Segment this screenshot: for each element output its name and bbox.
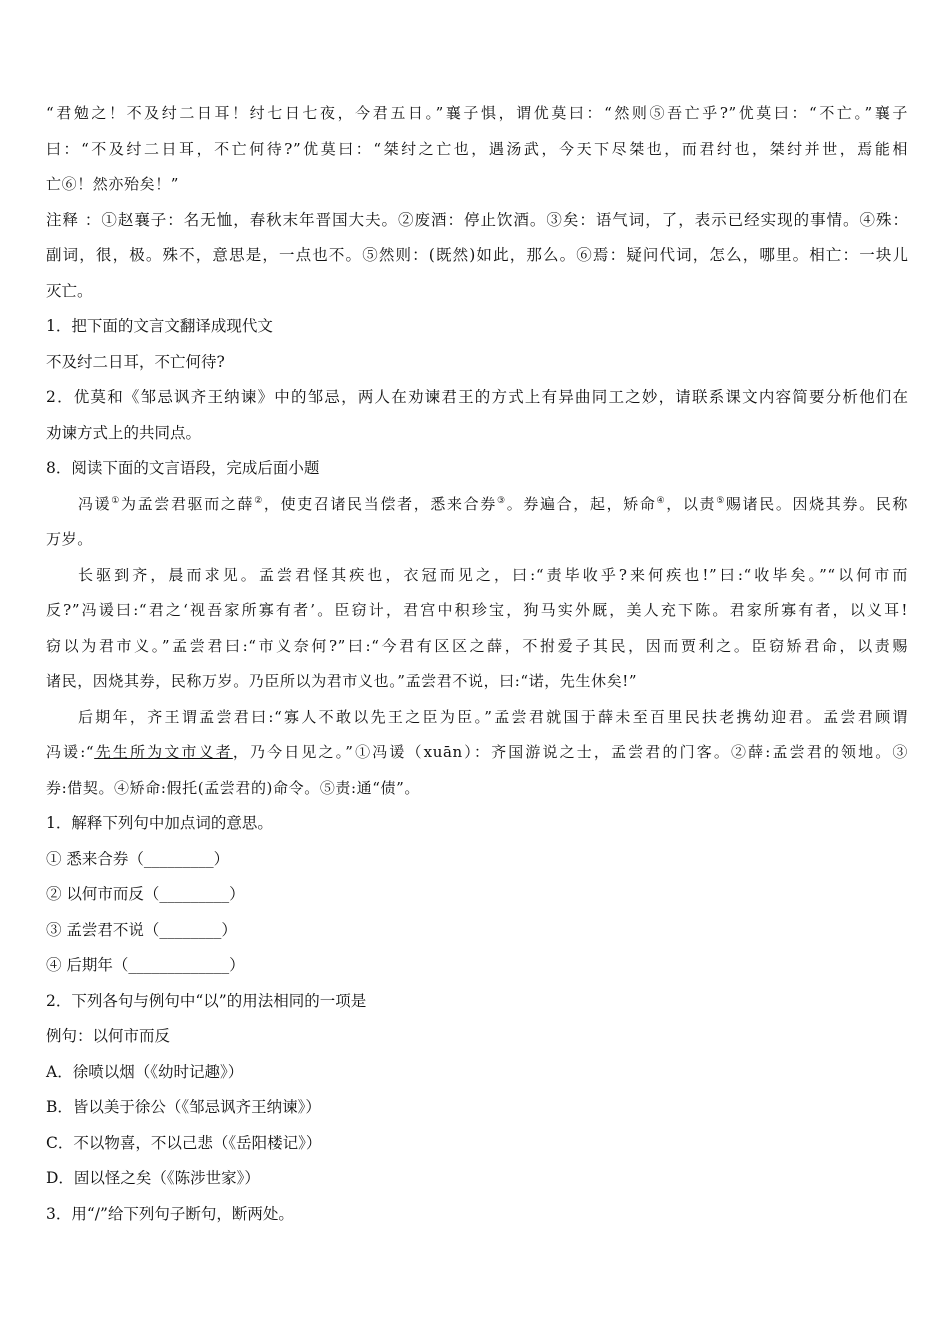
question-prompt: 2．下列各句与例句中“以”的用法相同的一项是 (46, 991, 367, 1010)
fill-blank-item: ④ 后期年（_____________） (46, 956, 245, 974)
text-run: 赐诸民。因烧其券。民称 (725, 494, 908, 513)
section-heading: 8．阅读下面的文言语段，完成后面小题 (46, 459, 320, 477)
passage-line: 万岁。 (46, 530, 93, 548)
question-prompt: 1．解释下列句中加点词的意思。 (46, 814, 273, 832)
question-sentence: 不及纣二日耳，不亡何待? (46, 352, 225, 371)
text-run: ，乃今日见之。”①冯谖（xuān）：齐国游说之士，孟尝君的门客。②薛:孟尝君的领地。③ (232, 743, 909, 761)
document-page (46, 96, 908, 1232)
notes-line: 副词，很，极。殊不，意思是，一点也不。⑤然则：(既然)如此，那么。⑥焉：疑问代词，怎么，哪里。相亡：一块儿 (46, 246, 908, 264)
passage-line: “君勉之！不及纣二日耳！纣七日七夜，今君五日。”襄子惧，谓优莫曰：“然则⑤吾亡乎?”优莫曰：“不亡。”襄子 (46, 104, 908, 122)
passage-line: 长驱到齐，晨而求见。孟尝君怪其疾也，衣冠而见之，曰:“责毕收乎?来何疾也!”曰:“收毕矣。”“以何市而 (78, 565, 908, 584)
question-prompt: 2．优莫和《邹忌讽齐王纳谏》中的邹忌，两人在劝谏君王的方式上有异曲同工之妙，请联系课文内容简要分析他们在 (46, 388, 908, 406)
notes-line: 灭亡。 (46, 281, 93, 300)
passage-line (46, 487, 908, 523)
passage-line (46, 735, 908, 771)
text-run: ，使吏召诸民当偿者，悉来合券 (263, 494, 497, 513)
passage-line: 亡⑥！然亦殆矣！” (46, 175, 180, 193)
text-run: 冯谖:“ (46, 743, 95, 761)
underlined-phrase: 先生所为文市义者 (94, 743, 233, 761)
passage-line: 窃以为君市义。”孟尝君曰:“市义奈何?”曰:“今君有区区之薛，不拊爱子其民，因而贾利之。臣窃矫君命，以责赐 (46, 636, 908, 655)
notes-line: 注释 ：①赵襄子：名无恤，春秋末年晋国大夫。②废酒：停止饮酒。③矣：语气词，了，表示已经实现的事情。④殊： (46, 210, 908, 229)
footnote-marker: ③ (496, 495, 507, 506)
footnote-marker: ⑤ (716, 495, 726, 506)
passage-line: 反?”冯谖曰:“君之‘视吾家所寡有者’。臣窃计，君宫中积珍宝，狗马实外厩，美人充下陈。君家所寡有者，以义耳! (46, 601, 908, 619)
passage-line: 券:借契。④矫命:假托(孟尝君的)命令。⑤责:通“债”。 (46, 778, 421, 797)
text-run: ，以责 (666, 494, 717, 513)
footnote-marker: ① (111, 495, 122, 506)
option-d: D．固以怪之矣（《陈涉世家》） (46, 1169, 260, 1187)
footnote-marker: ④ (656, 495, 667, 506)
passage-line: 曰：“不及纣二日耳，不亡何待?”优莫曰：“桀纣之亡也，遇汤武，今天下尽桀也，而君纣也，桀纣并世，焉能相 (46, 139, 908, 158)
question-prompt: 3．用“/”给下列句子断句，断两处。 (46, 1204, 294, 1223)
fill-blank-item: ① 悉来合券（_________） (46, 849, 230, 868)
option-a: A．徐喷以烟（《幼时记趣》） (46, 1062, 244, 1081)
footnote-marker: ② (254, 495, 264, 506)
fill-blank-item: ② 以何市而反（_________） (46, 885, 245, 903)
question-prompt: 劝谏方式上的共同点。 (46, 423, 202, 442)
question-prompt: 1．把下面的文言文翻译成现代文 (46, 317, 273, 335)
option-b: B．皆以美于徐公（《邹忌讽齐王纳谏》） (46, 1098, 321, 1116)
text-run: 。券遍合，起，矫命 (506, 494, 657, 513)
example-sentence: 例句：以何市而反 (46, 1027, 171, 1045)
fill-blank-item: ③ 孟尝君不说（________） (46, 920, 237, 939)
passage-line: 诸民，因烧其券，民称万岁。乃臣所以为君市义也。”孟尝君不说，曰:“诺，先生休矣!” (46, 672, 638, 690)
option-c: C．不以物喜，不以己悲（《岳阳楼记》） (46, 1133, 322, 1152)
text-run: 冯谖 (78, 494, 112, 513)
text-run: 为孟尝君驱而之薛 (121, 494, 255, 513)
passage-line: 后期年，齐王谓孟尝君曰:“寡人不敢以先王之臣为臣。”孟尝君就国于薛未至百里民扶老携幼迎君。孟尝君顾谓 (78, 707, 908, 726)
